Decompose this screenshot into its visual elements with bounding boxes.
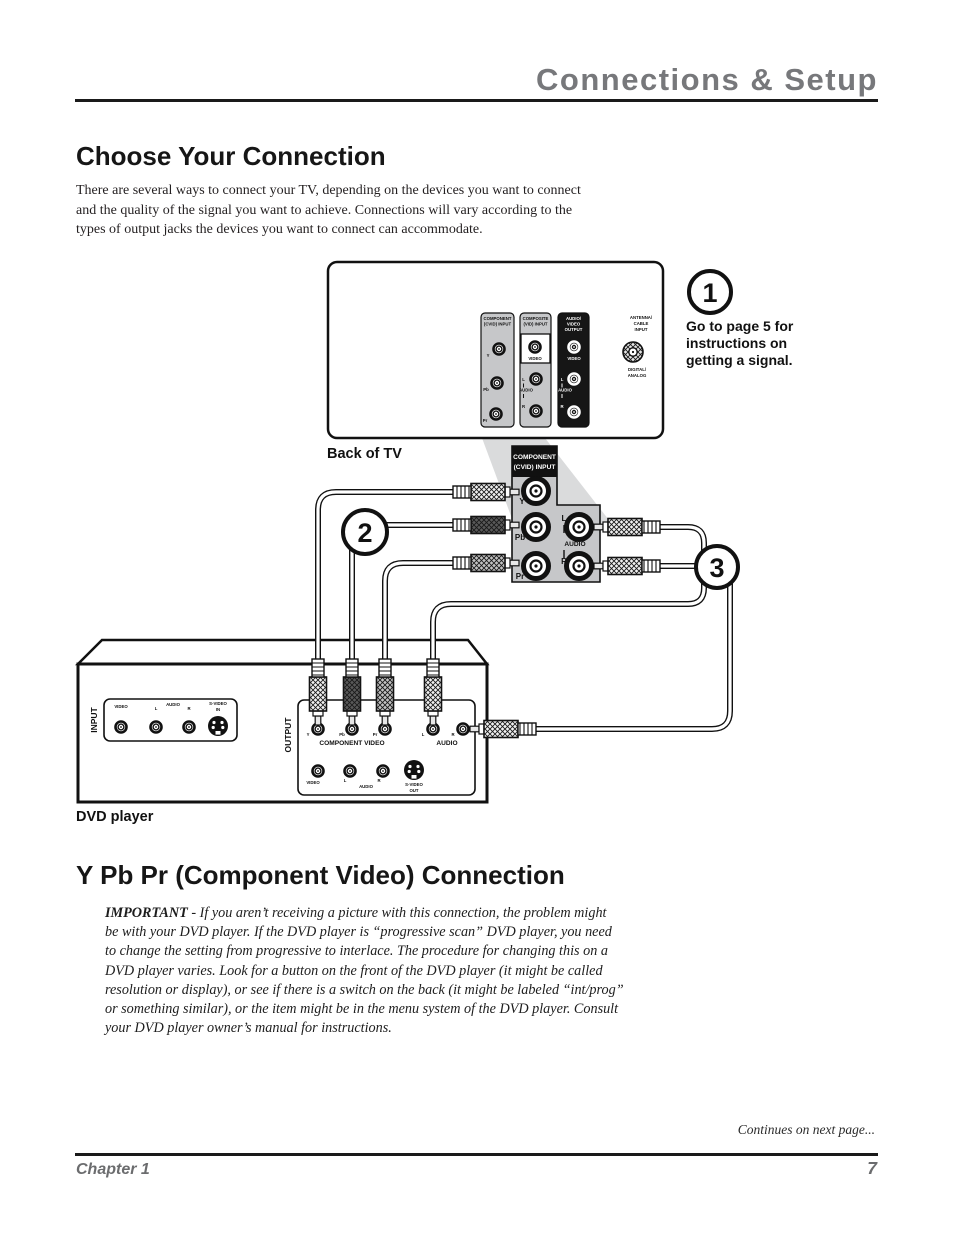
important-line: DVD player varies. Look for a button on the front of the DVD player (it might be called	[105, 962, 603, 979]
section-title-choose-connection: Choose Your Connection	[76, 141, 386, 171]
jack-label: R	[561, 557, 567, 566]
jack-audio-l-icon	[569, 374, 580, 385]
footer-chapter: Chapter 1	[76, 1161, 150, 1178]
intro-line: types of output jacks the devices you want to connect can accommodate.	[76, 222, 483, 237]
jack-audio-r-icon	[184, 722, 195, 733]
jack-video-icon	[116, 722, 127, 733]
jack-pr-icon	[524, 554, 549, 579]
output-side-label: OUTPUT	[283, 717, 293, 753]
note-line: Go to page 5 for	[686, 318, 794, 334]
jack-audio-l-icon	[567, 515, 592, 540]
zoom-component-panel	[512, 446, 600, 582]
panel-header: (VID) INPUT	[523, 321, 548, 327]
important-line: resolution or display), or see if there is a switch on the back (it might be labeled “int/prog”	[105, 981, 624, 998]
panel-header: (CVID) INPUT	[483, 321, 512, 327]
jack-audio-r-icon	[569, 407, 580, 418]
jack-label: Y	[519, 497, 525, 506]
antenna-label: INPUT	[634, 327, 648, 332]
header-rule	[75, 99, 878, 102]
important-line: IMPORTANT - If you aren’t receiving a picture with this connection, the problem might	[105, 905, 607, 921]
jack-label: AUDIO	[359, 784, 373, 789]
jack-pr-icon	[491, 409, 502, 420]
jack-y-icon	[494, 344, 505, 355]
important-line: be with your DVD player. If the DVD player is “progressive scan” DVD player, you need	[105, 924, 612, 941]
jack-label: Pr	[482, 418, 488, 423]
dvd-player	[76, 640, 487, 825]
jack-label: AUDIO	[564, 541, 586, 548]
plug-pb-at-tv	[453, 517, 519, 534]
jack-label: AUDIO	[519, 387, 533, 393]
jack-label: AUDIO	[166, 702, 180, 707]
note-line: instructions on	[686, 335, 788, 351]
jack-pb-icon	[492, 378, 503, 389]
panel-header: COMPONENT	[483, 316, 512, 321]
antenna-label: CABLE	[633, 321, 649, 326]
note-line: getting a signal.	[686, 352, 793, 368]
dvd-output-panel	[283, 700, 475, 795]
important-label: IMPORTANT	[105, 905, 188, 921]
svideo-connector-icon	[208, 716, 228, 736]
panel-header: (CVID) INPUT	[513, 464, 556, 471]
jack-label: L	[343, 778, 347, 783]
component-video-label: COMPONENT VIDEO	[319, 740, 385, 747]
jack-audio-r-icon	[458, 724, 469, 735]
step-1-note	[686, 318, 794, 368]
intro-line: and the quality of the signal you want to achieve. Connections will vary according to the	[76, 202, 573, 218]
jack-label: Pr	[515, 572, 525, 581]
jack-label: S-VIDEO	[209, 701, 227, 706]
jack-audio-r-icon	[567, 554, 592, 579]
jack-label: Y	[486, 353, 490, 358]
intro-paragraph	[76, 181, 581, 240]
jack-y-icon	[524, 479, 549, 504]
jack-audio-l-icon	[531, 374, 542, 385]
jack-audio-r-icon	[378, 766, 389, 777]
jack-label: R	[377, 778, 381, 783]
important-line: your DVD player owner’s manual for instructions.	[105, 1020, 392, 1037]
panel-header: AUDIO/	[565, 316, 582, 321]
antenna-sub-label: ANALOG	[627, 373, 647, 378]
jack-pb-icon	[524, 515, 549, 540]
jack-label: R	[521, 404, 526, 409]
back-of-tv-caption: Back of TV	[327, 446, 402, 462]
input-side-label: INPUT	[89, 707, 99, 733]
jack-video-icon	[569, 342, 580, 353]
tv-component-input-panel	[481, 313, 514, 427]
jack-label: Pr	[372, 732, 378, 737]
jack-label: OUT	[409, 788, 419, 793]
jack-label: Pb	[514, 533, 526, 542]
tv-back	[327, 262, 663, 462]
jack-label: Pb	[339, 732, 345, 737]
jack-label: R	[451, 732, 455, 737]
svideo-connector-icon	[404, 760, 424, 780]
panel-header: COMPOSITE	[522, 316, 549, 321]
dvd-top-face	[78, 640, 487, 664]
important-line: or something similar), or the item might be in the menu system of the DVD player. Consult	[105, 1001, 619, 1018]
antenna-sub-label: DIGITAL/	[627, 367, 647, 372]
jack-label: IN	[215, 707, 221, 712]
jack-label: Y	[306, 732, 310, 737]
audio-label: AUDIO	[436, 740, 458, 747]
jack-video-icon	[530, 342, 541, 353]
jack-label: AUDIO	[558, 387, 572, 393]
step-number: 3	[709, 553, 725, 583]
step-number: 2	[357, 518, 373, 548]
step-3-badge	[696, 546, 738, 588]
panel-header: COMPONENT	[513, 454, 556, 461]
jack-label: R	[187, 706, 191, 711]
plug-pr-at-tv	[453, 555, 519, 572]
continues-note: Continues on next page...	[737, 1122, 875, 1137]
jack-audio-l-icon	[151, 722, 162, 733]
jack-label: L	[560, 377, 564, 382]
important-line: to change the setting from progressive to interlace. The procedure for changing this on a	[105, 943, 608, 960]
jack-audio-r-icon	[531, 406, 542, 417]
plug-audio-r-at-tv	[594, 558, 660, 575]
jack-label: L	[421, 732, 425, 737]
section-title-ypbpr: Y Pb Pr (Component Video) Connection	[76, 860, 565, 890]
panel-header: OUTPUT	[564, 327, 583, 332]
jack-label: L	[154, 706, 158, 711]
jack-video-icon	[313, 766, 324, 777]
important-paragraph	[105, 904, 624, 1038]
step-2-badge	[343, 510, 387, 554]
page-header-title: Connections & Setup	[536, 62, 878, 97]
step-1-badge	[689, 271, 731, 313]
jack-label: VIDEO	[528, 356, 542, 361]
jack-label: L	[561, 514, 567, 523]
footer-page-number: 7	[867, 1158, 877, 1178]
dvd-input-panel	[89, 699, 237, 741]
jack-label: VIDEO	[306, 780, 320, 785]
intro-line: There are several ways to connect your TV, depending on the devices you want to connect	[76, 183, 581, 198]
dvd-player-caption: DVD player	[76, 809, 154, 825]
jack-label: L	[522, 377, 525, 382]
jack-label: VIDEO	[114, 704, 128, 709]
step-number: 1	[702, 278, 718, 308]
panel-header: VIDEO	[566, 321, 581, 327]
jack-label: Pb	[483, 387, 489, 392]
antenna-label: ANTENNA/	[629, 315, 653, 320]
jack-label: S-VIDEO	[405, 782, 423, 787]
jack-audio-l-icon	[345, 766, 356, 777]
jack-label: R	[560, 404, 564, 409]
tv-composite-input-panel	[519, 313, 551, 427]
footer-rule	[75, 1153, 878, 1156]
tv-av-output-panel	[558, 313, 589, 427]
jack-label: VIDEO	[567, 356, 581, 361]
connection-diagram	[0, 250, 954, 835]
coax-connector-icon	[623, 342, 643, 362]
